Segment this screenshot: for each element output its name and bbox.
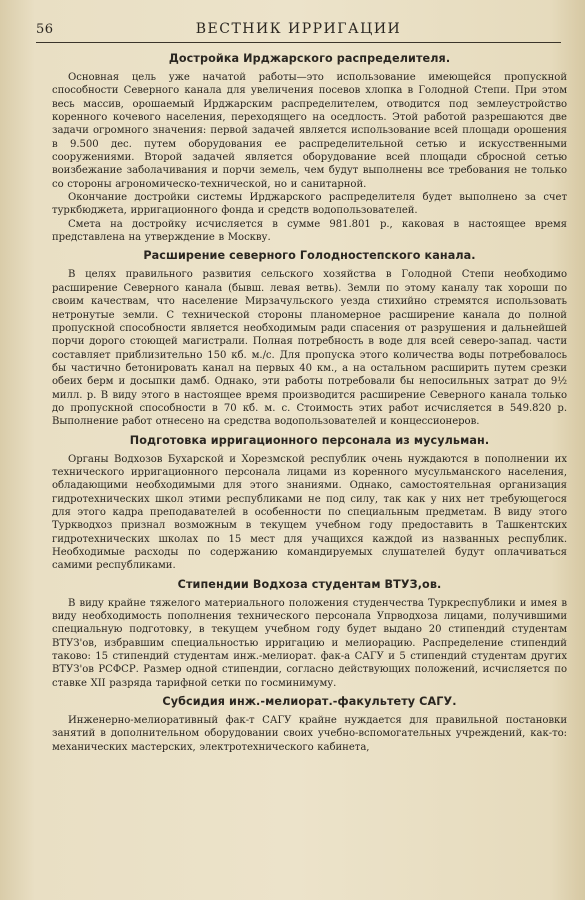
section-northern-canal — [52, 249, 567, 428]
paragraph: Окончание достройки системы Ирджарского распределителя будет выполнено за счет туркбюджета, ирригационного фонда и средств водопользователей. — [52, 192, 567, 217]
section-personnel-training — [52, 434, 567, 573]
paragraph: Инженерно-мелиоративный фак-т САГУ крайне нуждается для правильной постановки занятий в дополнительном оборудовании своих учебно-вспомогательных учреждений, как-то: механических мастерских, электротехнического кабинета, — [52, 715, 567, 753]
paragraph: Основная цель уже начатой работы—это использование имеющейся пропускной способности Северного канала для увеличения посевов хлопка в Голодной Степи. При этом весь массив, орошаемый Ирджарским распределителем, отводится под землеустройство коренного кочевого населения, переходящего на оседлость. Этой работой разрешаются две задачи огромного значения: первой задачей является использование всей площади орошения в 9.500 дес. путем оборудования ее распределительной сетью и искусственными сооружениями. Второй задачей является оборудование всей площади сбросной сетью воизбежание заболачивания и порчи земель, чем будут выполнены все требования не только со стороны агрономическо-технической, но и санитарной. — [52, 72, 567, 190]
section-irdzhar — [52, 52, 567, 244]
section-title: Субсидия инж.-мелиорат.-факультету САГУ. — [162, 695, 457, 709]
section-title: Достройка Ирджарского распределителя. — [168, 52, 451, 65]
section-subsidy — [52, 695, 567, 754]
page-number: 56 — [36, 22, 54, 37]
section-scholarships — [52, 578, 567, 690]
journal-title: ВЕСТНИК ИРРИГАЦИИ — [195, 21, 402, 37]
article-body — [52, 52, 567, 759]
running-header — [36, 20, 561, 43]
section-title: Расширение северного Голодностепского канала. — [143, 249, 476, 263]
paragraph: Смета на достройку исчисляется в сумме 981.801 р., каковая в настоящее время представлена на утверждение в Москву. — [52, 218, 567, 244]
paragraph: Органы Водхозов Бухарской и Хорезмской республик очень нуждаются в пополнении их технического ирригационного персонала лицами из коренного мусульманского населения, обладающими необходимыми для этого знаниями. Однако, самостоятельная организация гидротехнических школ этими республиками не под силу, так как у них нет требующегося для этого кадра преподавателей в особенности по специальным предметам. В виду этого Туркводхоз признал возможным в текущем учебном году предоставить в Ташкентских гидротехнических школах по 15 мест для учащихся каждой из названных республик. Необходимые расходы по содержанию командируемых слушателей будут оплачиваться самими республиками. — [52, 453, 567, 572]
paragraph: В виду крайне тяжелого материального положения студенчества Туркреспублики и имея в виду необходимость пополнения технического персонала Упрводхоза лицами, получившими специальную подготовку, в текущем учебном году будет выдано 20 стипендий студентам ВТУЗ'ов, избравшим специальностью ирригацию и мелиорацию. Распределение стипендий таково: 15 стипендий студентам инж.-мелиорат. фак-а САГУ и 5 стипендий студентам других ВТУЗ'ов РСФСР. Размер одной стипендии, согласно действующих положений, исчисляется по ставке XII разряда тарифной сетки по госминимуму. — [52, 597, 567, 689]
section-title: Подготовка ирригационного персонала из мусульман. — [129, 433, 490, 447]
section-title: Стипендии Водхоза студентам ВТУЗ,ов. — [177, 577, 442, 591]
paragraph: В целях правильного развития сельского хозяйства в Голодной Степи необходимо расширение Северного канала (бывш. левая ветвь). Земли по этому каналу так хороши по своим качествам, что население Мирзачульского уезда стихийно стремятся использовать нетронутые земли. С технической стороны планомерное расширение канала до полной пропускной способности является необходимым ради спасения от разрушения и дальнейшей порчи дорого стоющей магистрали. Полная потребность в воде для всей северо-запад. части составляет приблизительно 150 кб. м./с. Для пропуска этого количества воды потребовалось бы частично бетонировать канал на первых 40 км., а на остальном расширить путем срезки обеих берм и досыпки дамб. Однако, эти работы потребовали бы непосильных затрат до 9½ милл. р. В виду этого в настоящее время производится расширение Северного канала только до пропускной способности в 70 кб. м. с. Стоимость этих работ исчисляется в 549.820 р. Выполнение работ отнесено на средства водопользователей и концессионеров. — [52, 269, 567, 428]
